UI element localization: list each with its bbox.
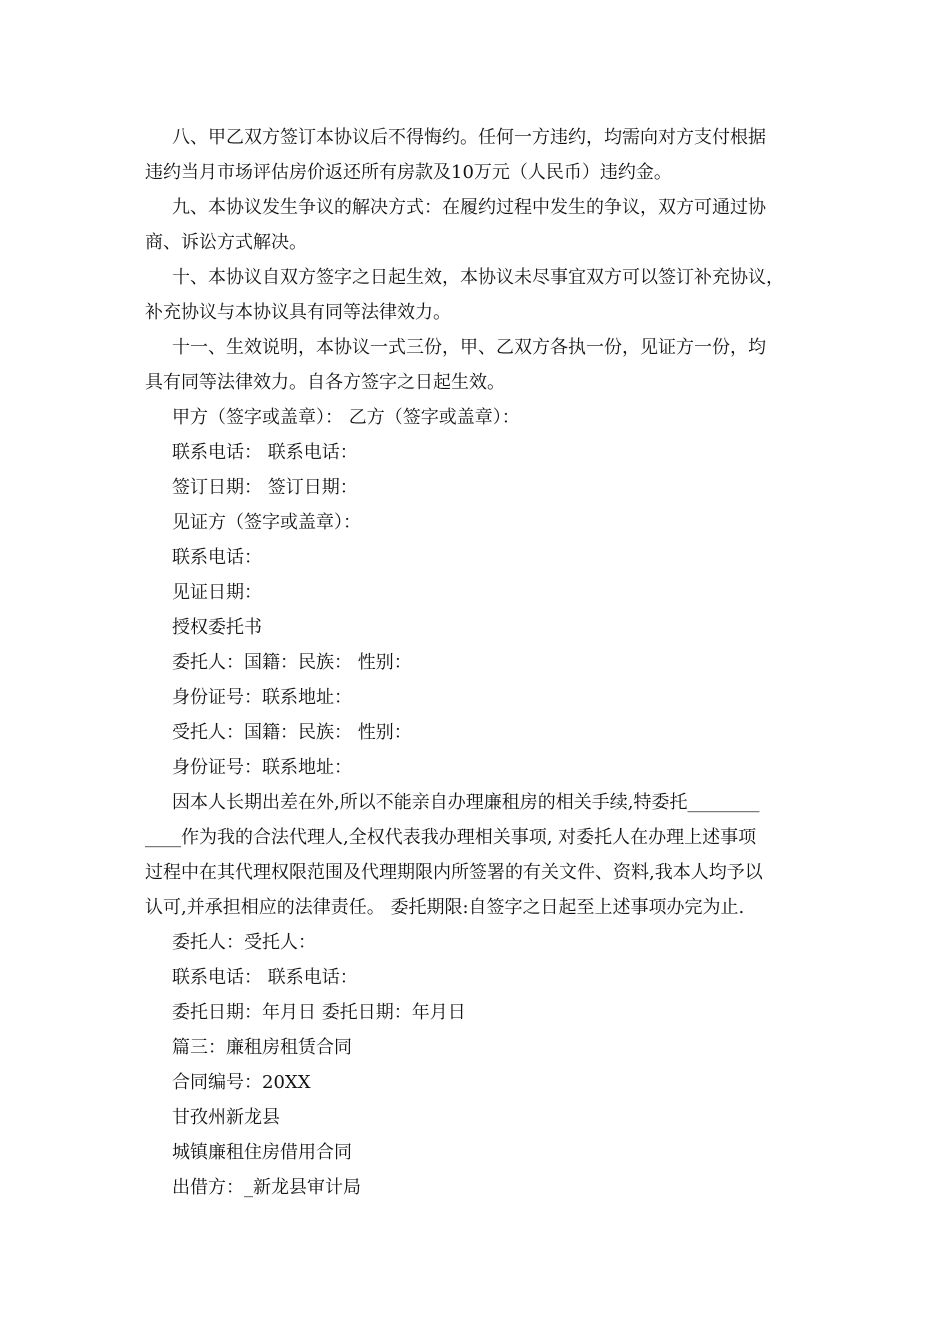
- document-line: 九、本协议发生争议的解决方式：在履约过程中发生的争议，双方可通过协: [172, 197, 766, 218]
- document-line: 委托人：国籍：民族： 性别：: [172, 652, 412, 673]
- document-body: [145, 120, 815, 1205]
- document-line: 授权委托书: [172, 617, 262, 638]
- document-line: 补充协议与本协议具有同等法律效力。: [145, 302, 451, 323]
- document-line: 出借方：_新龙县审计局: [172, 1177, 361, 1198]
- document-line: 见证方（签字或盖章）：: [172, 512, 361, 533]
- document-line: 违约当月市场评估房价返还所有房款及10万元（人民币）违约金。: [145, 162, 672, 183]
- document-line: 具有同等法律效力。自各方签字之日起生效。: [145, 372, 505, 393]
- document-line: 受托人：国籍：民族： 性别：: [172, 722, 412, 743]
- document-line: 签订日期： 签订日期：: [172, 477, 358, 498]
- document-line: 十、本协议自双方签字之日起生效，本协议未尽事宜双方可以签订补充协议，: [172, 267, 784, 288]
- document-line: 身份证号：联系地址：: [172, 757, 352, 778]
- document-line: 委托日期：年月日 委托日期：年月日: [172, 1002, 466, 1023]
- document-line: ____作为我的合法代理人,全权代表我办理相关事项, 对委托人在办理上述事项: [145, 827, 757, 848]
- document-line: 联系电话：: [172, 547, 262, 568]
- document-line: 甲方（签字或盖章）： 乙方（签字或盖章）：: [172, 407, 520, 428]
- document-line: 篇三：廉租房租赁合同: [172, 1037, 352, 1058]
- document-line: 认可,并承担相应的法律责任。 委托期限:自签字之日起至上述事项办完为止.: [145, 897, 745, 918]
- document-line: 联系电话： 联系电话：: [172, 442, 358, 463]
- document-line: 过程中在其代理权限范围及代理期限内所签署的有关文件、资料,我本人均予以: [145, 862, 763, 883]
- document-line: 十一、生效说明，本协议一式三份，甲、乙双方各执一份，见证方一份，均: [172, 337, 766, 358]
- document-line: 甘孜州新龙县: [172, 1107, 280, 1128]
- document-line: 商、诉讼方式解决。: [145, 232, 307, 253]
- document-line: 城镇廉租住房借用合同: [172, 1142, 352, 1163]
- document-line: 见证日期：: [172, 582, 262, 603]
- document-line: 因本人长期出差在外,所以不能亲自办理廉租房的相关手续,特委托________: [172, 792, 760, 813]
- document-line: 委托人：受托人：: [172, 932, 316, 953]
- document-line: 八、甲乙双方签订本协议后不得悔约。任何一方违约，均需向对方支付根据: [172, 127, 766, 148]
- document-line: 合同编号：20XX: [172, 1072, 311, 1093]
- document-line: 身份证号：联系地址：: [172, 687, 352, 708]
- document-line: 联系电话： 联系电话：: [172, 967, 358, 988]
